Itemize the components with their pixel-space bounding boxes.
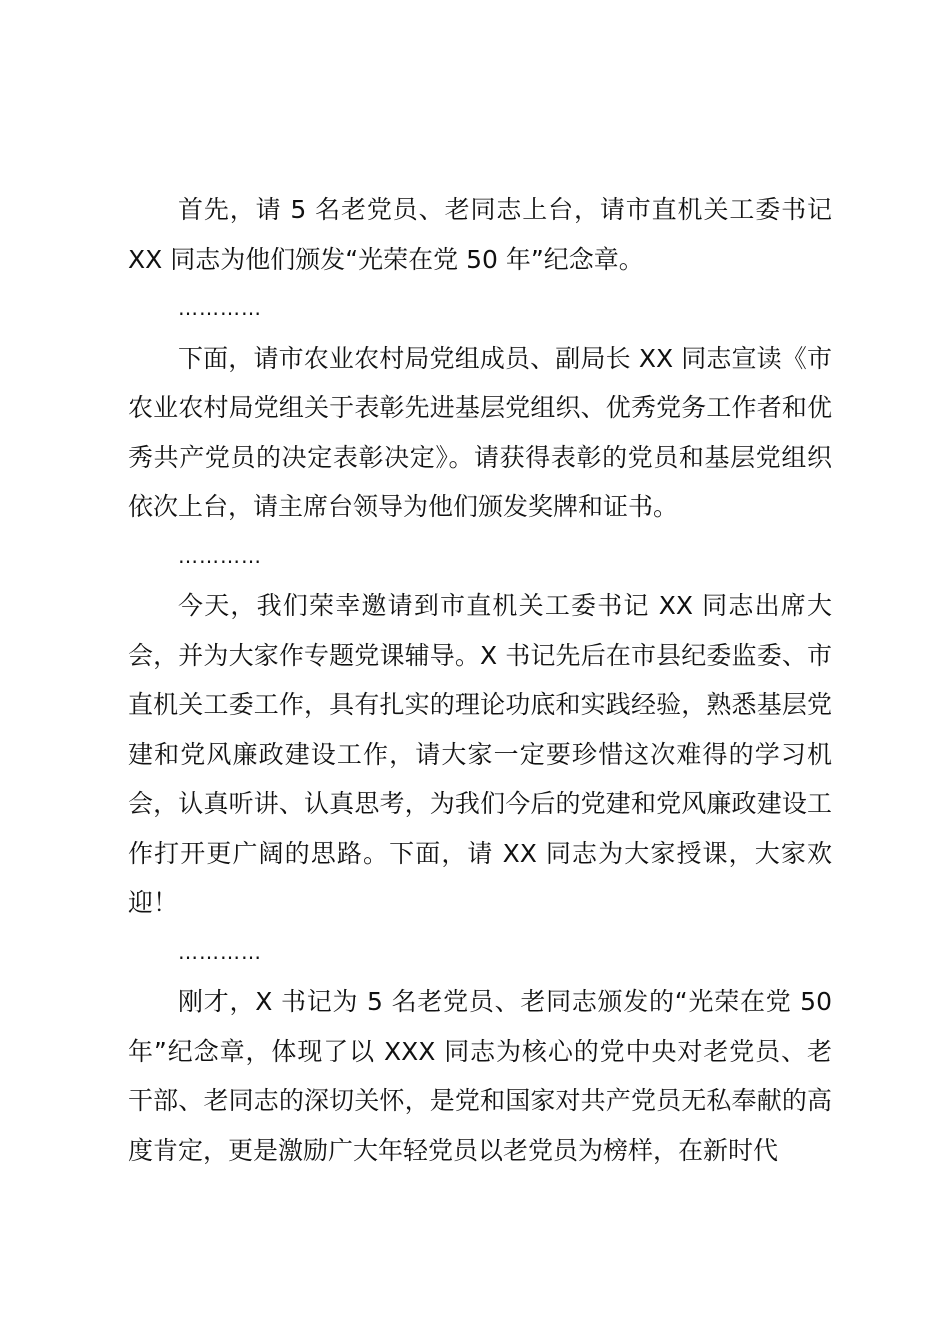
paragraph-commendation: 下面，请市农业农村局党组成员、副局长 XX 同志宣读《市农业农村局党组关于表彰先进基层党组织、优秀党务工作者和优秀共产党员的决定表彰决定》。请获得表彰的党员和基层党组织依次上台，请主席台领导为他们颁发奖牌和证书。 [128,343,832,521]
ellipsis-separator: ………… [178,296,262,320]
paragraph-party-lecture: 今天，我们荣幸邀请到市直机关工委书记 XX 同志出席大会，并为大家作专题党课辅导。X 书记先后在市县纪委监委、市直机关工委工作，具有扎实的理论功底和实践经验，熟悉基层党建和党风廉政建设工作，请大家一定要珍惜这次难得的学习机会，认真听讲、认真思考，为我们今后的党建和党风廉政建设工作打开更广阔的思路。下面，请 XX 同志为大家授课，大家欢迎！ [128,591,832,917]
ellipsis-separator: ………… [178,939,262,964]
document-body [128,185,832,1175]
paragraph-award-elders: 首先，请 5 名老党员、老同志上台，请市直机关工委书记 XX 同志为他们颁发“光荣在党 50 年”纪念章。 [128,195,832,274]
paragraph-closing-remarks: 刚才，X 书记为 5 名老党员、老同志颁发的“光荣在党 50 年”纪念章，体现了以 XXX 同志为核心的党中央对老党员、老干部、老同志的深切关怀，是党和国家对共产党员无私奉献的高度肯定，更是激励广大年轻党员以老党员为榜样，在新时代 [128,987,832,1165]
ellipsis-separator: ………… [178,543,262,568]
